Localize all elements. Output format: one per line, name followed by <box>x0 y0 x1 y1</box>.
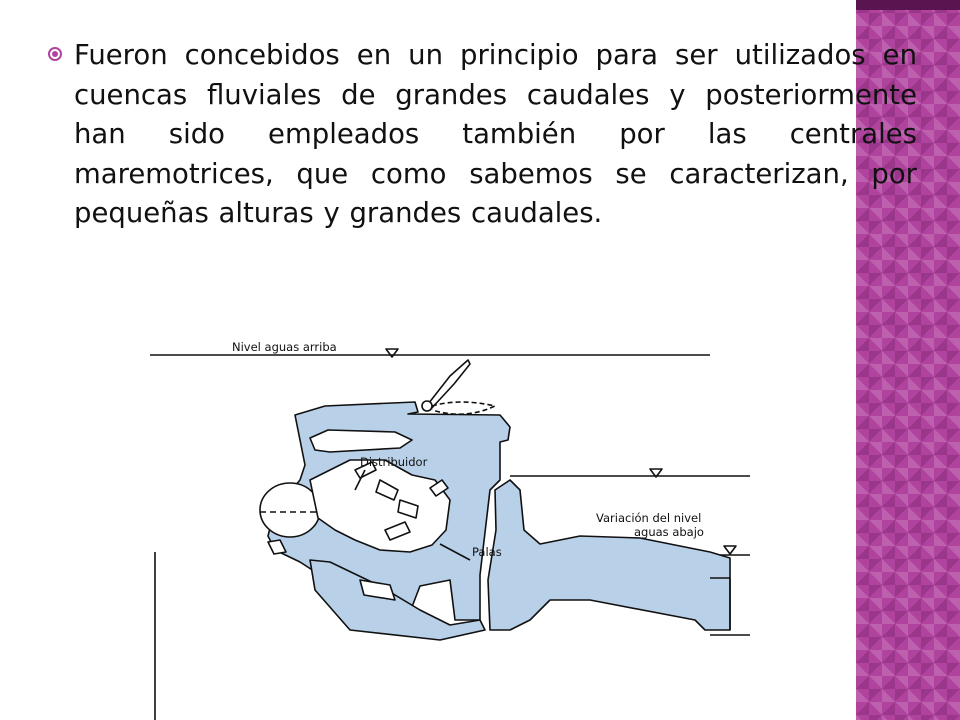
label-distribuidor: Distribuidor <box>360 455 428 469</box>
draft-tube-wall <box>488 480 730 630</box>
bulb-turbine-diagram <box>150 330 750 720</box>
decorative-side-band-top <box>856 0 960 10</box>
gate-open-position-dashed <box>432 402 495 414</box>
bullet-icon <box>48 47 62 61</box>
label-nivel-aguas-arriba: Nivel aguas arriba <box>232 340 337 354</box>
bullet-text: Fueron concebidos en un principio para ser utilizados en cuencas fluviales de grandes caudales y posteriormente han sido empleados también por las centrales maremotrices, que como sabemos se caracterizan, por pequeñas alturas y grandes caudales. <box>74 39 917 229</box>
label-variacion-nivel-line2: aguas abajo <box>634 525 704 539</box>
downstream-level-marker-low <box>724 546 736 554</box>
upper-gate-leaf <box>425 360 470 410</box>
turbine-cross-section-svg <box>150 330 750 720</box>
intake-opening <box>310 430 412 452</box>
label-palas: Palas <box>472 545 502 559</box>
gate-pivot <box>422 401 432 411</box>
bulb-generator <box>260 483 320 537</box>
label-variacion-nivel-line1: Variación del nivel <box>596 511 702 525</box>
bullet-paragraph <box>48 36 918 234</box>
